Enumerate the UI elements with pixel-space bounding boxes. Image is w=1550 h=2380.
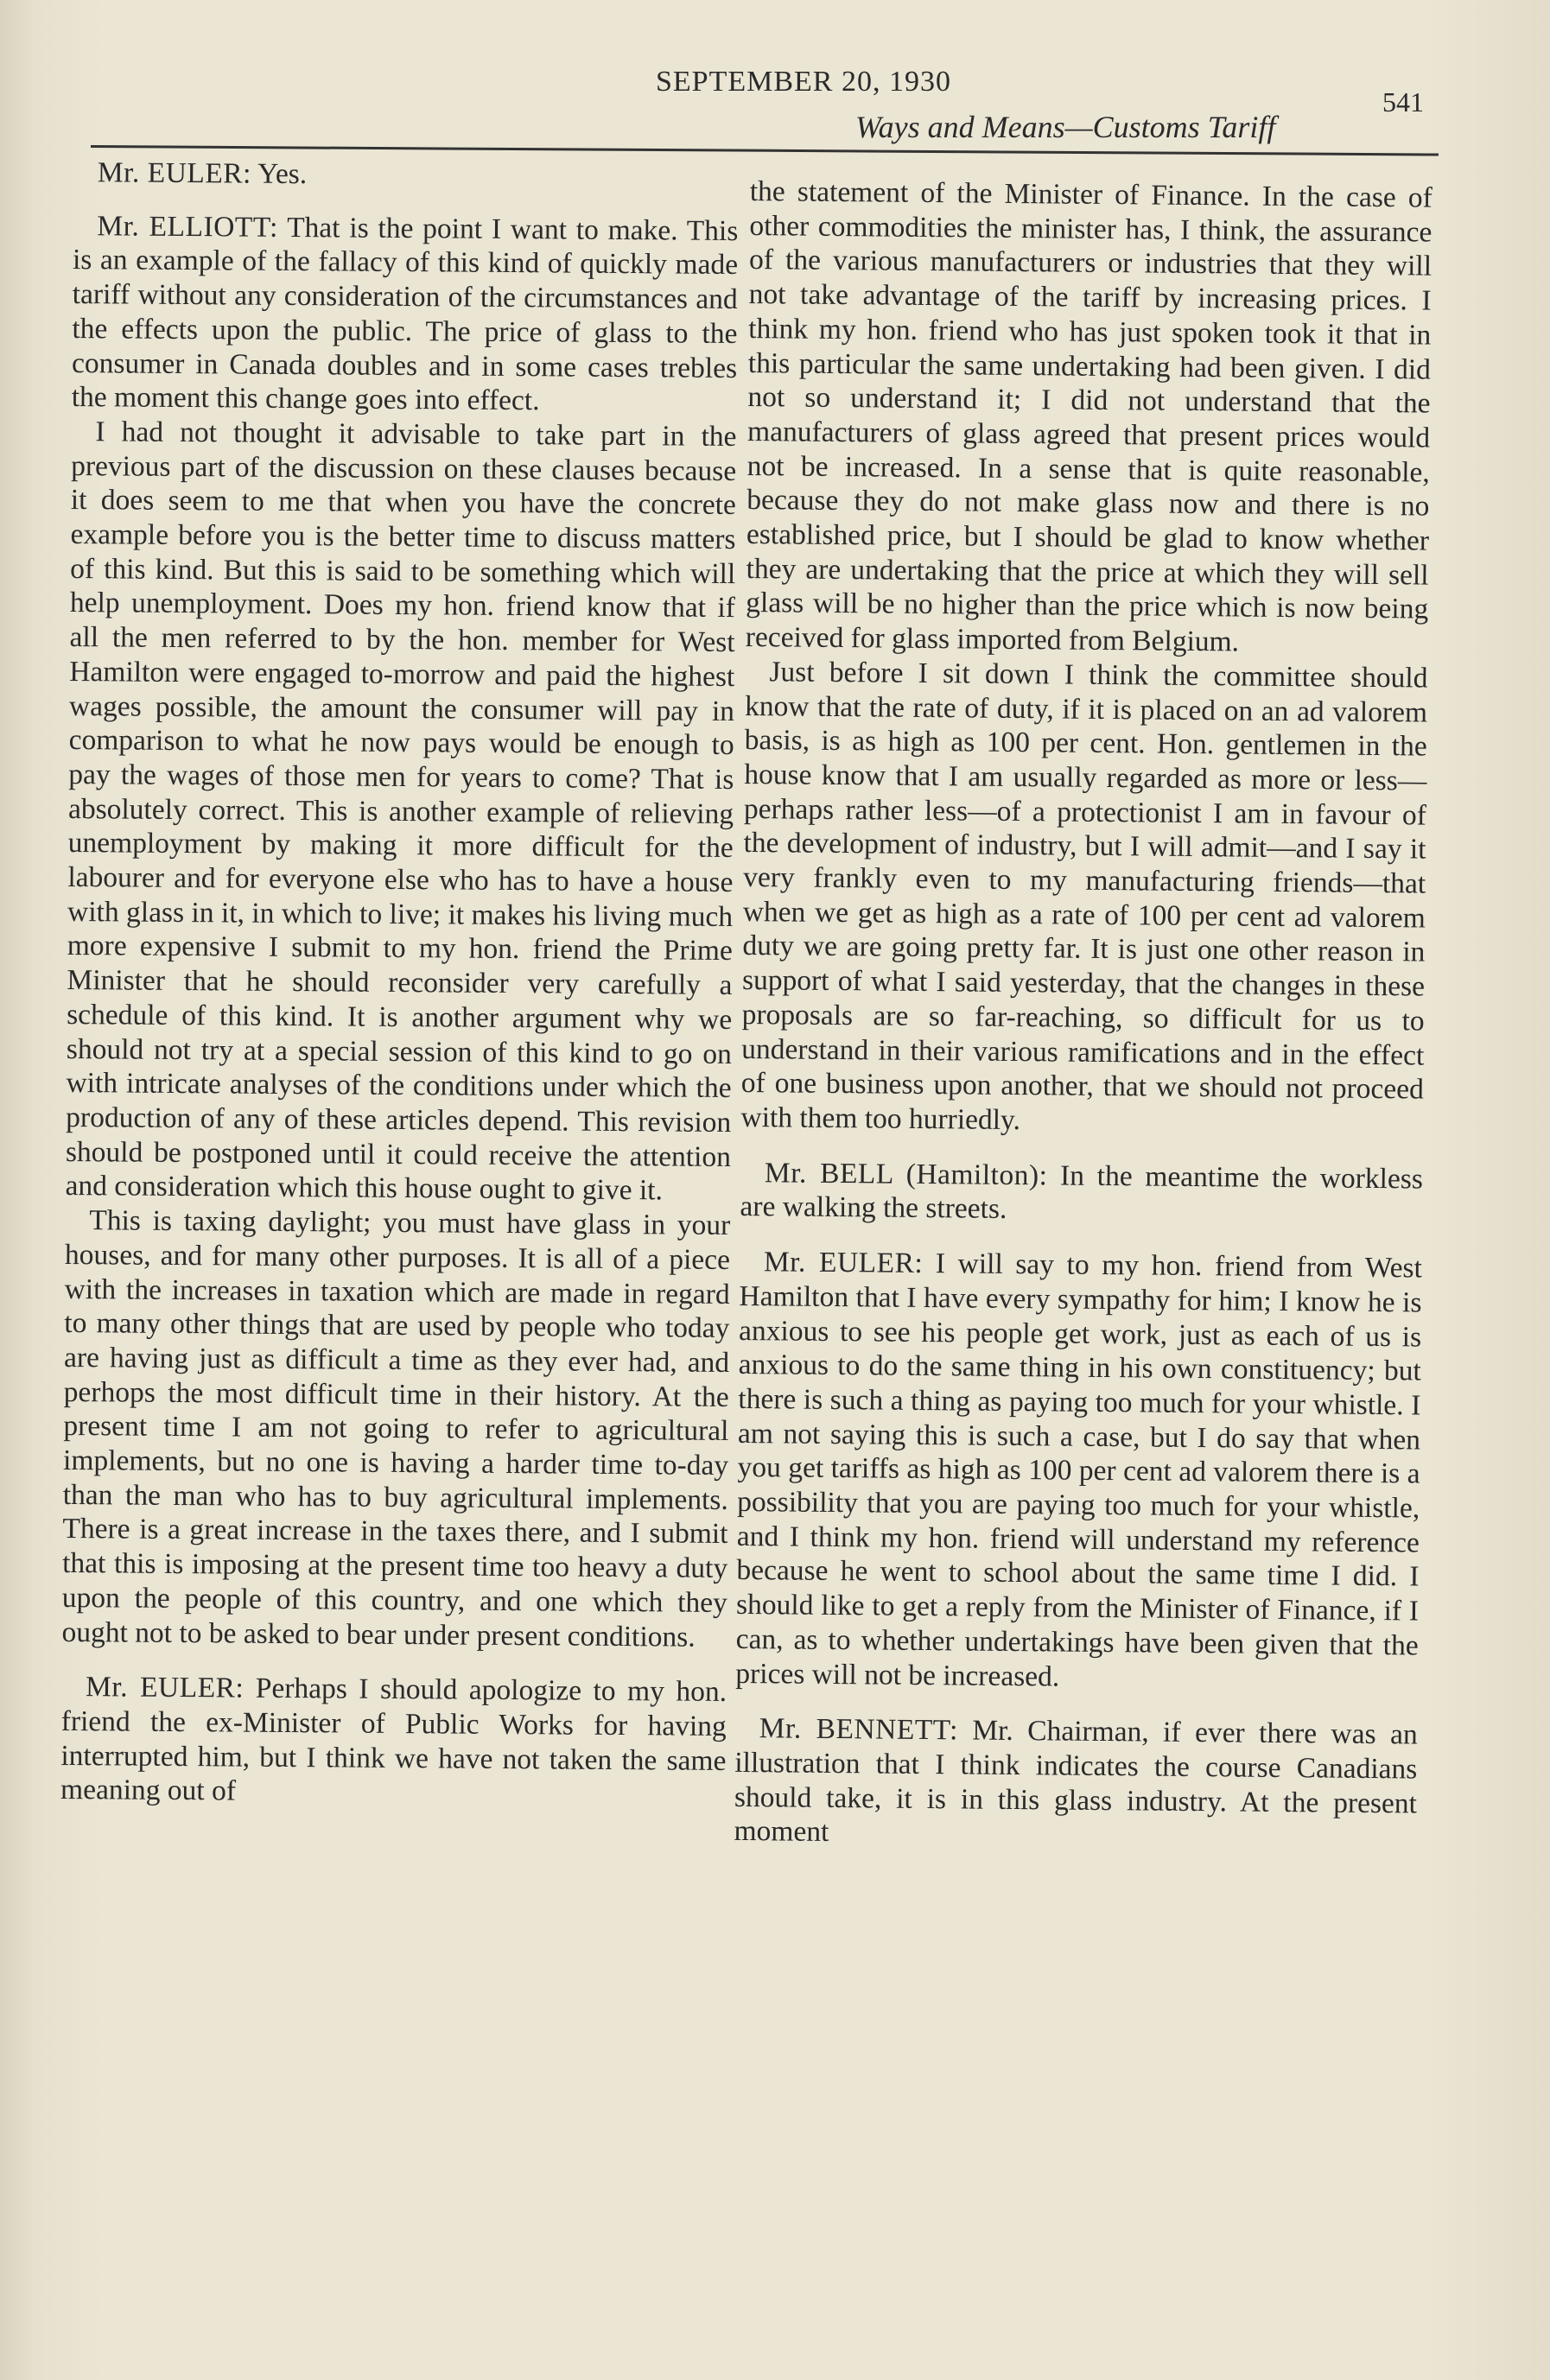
speaker-name: Mr. EULER: xyxy=(763,1246,924,1280)
speaker-name: Mr. BENNETT: xyxy=(759,1712,959,1747)
paragraph-text: Yes. xyxy=(257,157,308,191)
running-head-subtitle: Ways and Means—Customs Tariff xyxy=(855,110,1276,144)
paragraph-text: Mr. Chairman, if ever there was an illustration that I think indicates the course Canadians should take, it is in this glass industry. At the present moment xyxy=(734,1714,1418,1849)
left-column xyxy=(60,155,739,1812)
paragraph-text: In the meantime the workless are walking the streets. xyxy=(740,1159,1424,1226)
paragraph xyxy=(746,175,1432,661)
page-number: 541 xyxy=(1382,86,1424,117)
paragraph-text: This is taxing daylight; you must have glass in your houses, and for many other purposes. It is all of a piece with the increases in taxation which are made in regard to many other things that are used by people who today are having just as difficult a time as they ever had, and perhops the most difficult time in their history. At the present time I am not going to refer to agricultural implements, but no one is having a harder time to-day than the man who has to buy agricultural implements. There is a great increase in the taxes there, and I submit that this is imposing at the present time too heavy a duty upon the people of this country, and one which they ought not to be asked to bear under present conditions. xyxy=(61,1204,731,1653)
speaker-name: Mr. EULER: xyxy=(85,1671,245,1704)
paragraph xyxy=(740,655,1427,1141)
speaker-name: Mr. BELL (Hamilton): xyxy=(764,1156,1048,1192)
paragraph-text: the statement of the Minister of Finance. In the case of other commodities the minister has, I think, the assurance of the various manufacturers or industries that they will not take advantage of the tariff by increasing prices. I think my hon. friend who has just spoken took it that in this particular the same undertaking had been given. I did not so understand it; I did not understand that the manufacturers of glass agreed that present prices would not be increased. In a sense that is quite reasonable, because they do not make glass now and there is no established price, but I should be glad to know whether they are undertaking that the price at which they will sell glass will be no higher than the price which is now being received for glass imported from Belgium. xyxy=(745,175,1432,658)
paragraph xyxy=(735,1245,1422,1698)
paragraph xyxy=(60,1670,727,1812)
paragraph-text: I had not thought it advisable to take part in the previous part of the discussion on these clauses because it does seem to me that when you have the concrete example before you is the better time to discuss matters of this kind. But this is said to be something which will help unemployment. Does my hon. friend know that if all the men referred to by the hon. member for West Hamilton were engaged to-morrow and paid the highest wages possible, the amount the consumer will pay in comparison to what he now pays would be enough to pay the wages of those men for years to come? That is absolutely correct. This is another example of relieving unemployment by making it more difficult for the labourer and for everyone else who has to have a house with glass in it, in which to live; it makes his living much more expensive I submit to my hon. friend the Prime Minister that he should reconsider very carefully a schedule of this kind. It is another argument why we should not try at a special session of this kind to go on with intricate analyses of the conditions under which the production of any of these articles depend. This revision should be postponed until it could receive the attention and consideration which this house ought to give it. xyxy=(65,416,737,1207)
right-column xyxy=(734,175,1432,1856)
paragraph-text: I will say to my hon. friend from West Hamilton that I have every sympathy for him; I know he is anxious to see his people get work, just as each of us is anxious to do the same thing in his own constituency; but there is such a thing as paying too much for your whistle. I am not saying this is such a case, but I do say that when you get tariffs as high as 100 per cent ad valorem there is a possibility that you are paying too much for your whistle, and I think my hon. friend will understand my reference because he went to school about the same time I did. I should like to get a reply from the Minister of Finance, if I can, as to whether undertakings have been given that the prices will not be increased. xyxy=(735,1247,1423,1693)
paragraph xyxy=(61,1203,730,1654)
paragraph xyxy=(734,1711,1417,1855)
speaker-name: Mr. ELLIOTT: xyxy=(97,209,279,244)
paragraph xyxy=(65,415,736,1209)
running-head-date: SEPTEMBER 20, 1930 xyxy=(656,66,951,98)
speaker-name: Mr. EULER: xyxy=(97,156,252,190)
paragraph-text: Just before I sit down I think the committee should know that the rate of duty, if it is placed on an ad valorem basis, is as high as 100 per cent. Hon. gentlemen in the house know that I am usually regarded as more or less—perhaps rather less—of a protectionist I am in favour of the development of industry, but I will admit—and I say it very frankly even to my manufacturing friends—that when we get as high as a rate of 100 per cent ad valorem duty we are going pretty far. It is just one other reason in support of what I said yesterday, that the changes in these proposals are so far-reaching, so difficult for us to understand in their various ramifications and in the effect of one business upon another, that we should not proceed with them too hurriedly. xyxy=(740,656,1428,1137)
paragraph xyxy=(740,1156,1423,1231)
paragraph-text: That is the point I want to make. This is an example of the fallacy of this kind of quickly made tariff without any consideration of the circumstances and the effects upon the public. The price of glass to the consumer in Canada doubles and in some cases trebles the moment this change goes into effect. xyxy=(71,211,739,417)
paragraph xyxy=(73,155,739,195)
header-rule xyxy=(91,145,1439,156)
paragraph xyxy=(72,209,739,420)
paragraph-text: Perhaps I should apologize to my hon. friend the ex-Minister of Public Works for having interrupted him, but I think we have not taken the same meaning out of xyxy=(60,1672,727,1807)
